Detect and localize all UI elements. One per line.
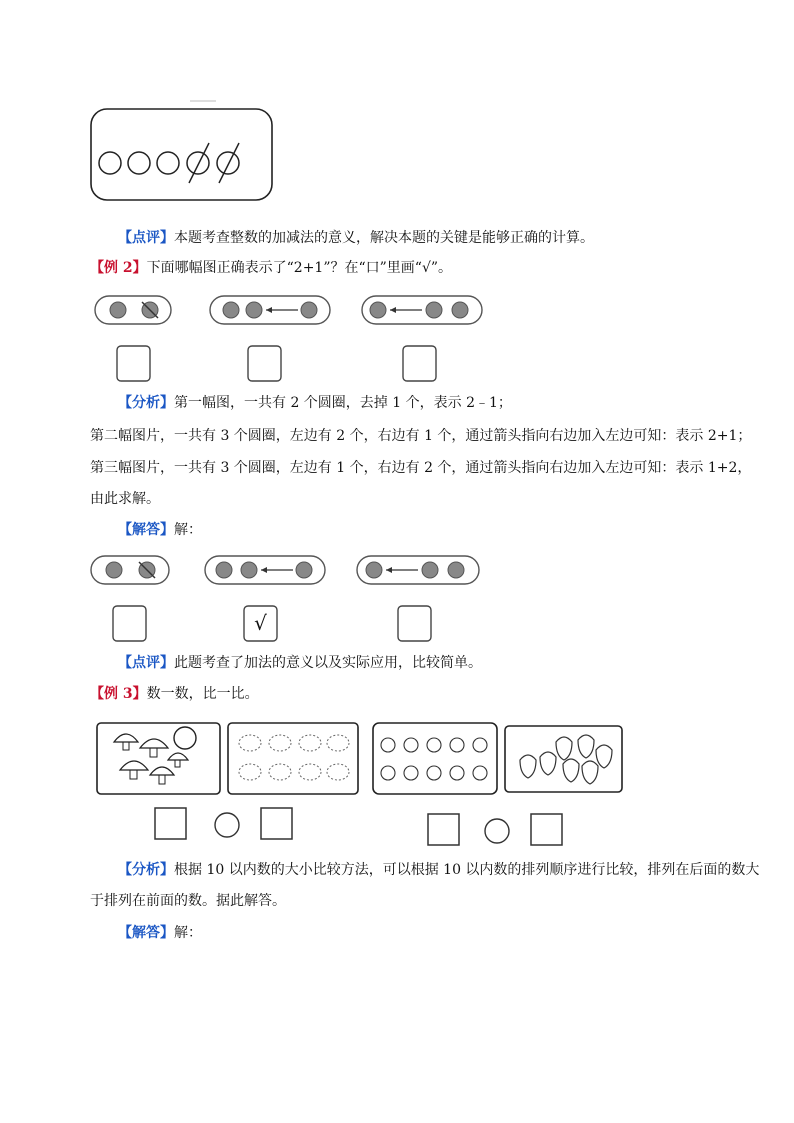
ex3-analysis-tag: 【分析】 [118,862,174,878]
ex3-analysis-line-2: 于排列在前面的数。据此解答。 [90,893,286,909]
orange [174,727,196,749]
ex3-box-1 [155,808,186,839]
ex2-analysis-line-4: 由此求解。 [90,491,160,507]
ex3-answer-text: 解： [174,925,202,941]
check-mark: √ [254,611,267,635]
bird-panel [228,723,358,794]
ex2-tag: 【例 2】 [90,260,147,276]
ex3-box-3 [428,814,459,845]
ex2-analysis-line-2: 第二幅图片，一共有 3 个圆圈，左边有 2 个，右边有 1 个，通过箭头指向右边加入左边可知：表示 2+1； [90,428,752,444]
ex2-comment-text: 此题考查了加法的意义以及实际应用，比较简单。 [174,655,482,671]
ex3-compare-circle-1 [215,813,239,837]
mushroom-3 [120,761,148,779]
ex2-analysis-text-1: 第一幅图，一共有 2 个圆圈，去掉 1 个，表示 2﹣1； [174,395,512,411]
ex3-tag: 【例 3】 [90,686,147,702]
ex1-comment-tag: 【点评】 [118,230,174,246]
mushroom-panel [97,723,220,794]
ex2-analysis-tag: 【分析】 [118,395,174,411]
ex3-box-4 [531,814,562,845]
ex1-comment-text: 本题考查整数的加减法的意义，解决本题的关键是能够正确的计算。 [174,230,594,246]
mushroom-2 [140,739,168,757]
ex3-analysis-line-1 [118,860,759,880]
ex2-answer-text: 解： [174,522,202,538]
ex3-answer-tag: 【解答】 [118,925,174,941]
ex3-compare-circle-2 [485,819,509,843]
ex2-analysis-line-3: 第三幅图片，一共有 3 个圆圈，左边有 1 个，右边有 2 个，通过箭头指向右边加入左边可知：表示 1+2， [90,460,752,476]
ex2-question-text: 下面哪幅图正确表示了“2+1”？在“口”里画“√”。 [146,260,453,276]
ex3-box-2 [261,808,292,839]
mushroom-1 [114,734,138,750]
mushroom-4 [150,767,174,784]
mushroom-5 [168,753,188,767]
ex2-comment-tag: 【点评】 [118,655,174,671]
ex3-analysis-text-1: 根据 10 以内数的大小比较方法，可以根据 10 以内数的排列顺序进行比较，排列在后面的数大 [174,862,760,878]
flower-panel [373,723,497,794]
ex2-answer-tag: 【解答】 [118,522,174,538]
ex3-answer [118,923,202,943]
strawberry-panel [505,726,622,792]
ex3-question-text: 数一数，比一比。 [146,686,259,702]
